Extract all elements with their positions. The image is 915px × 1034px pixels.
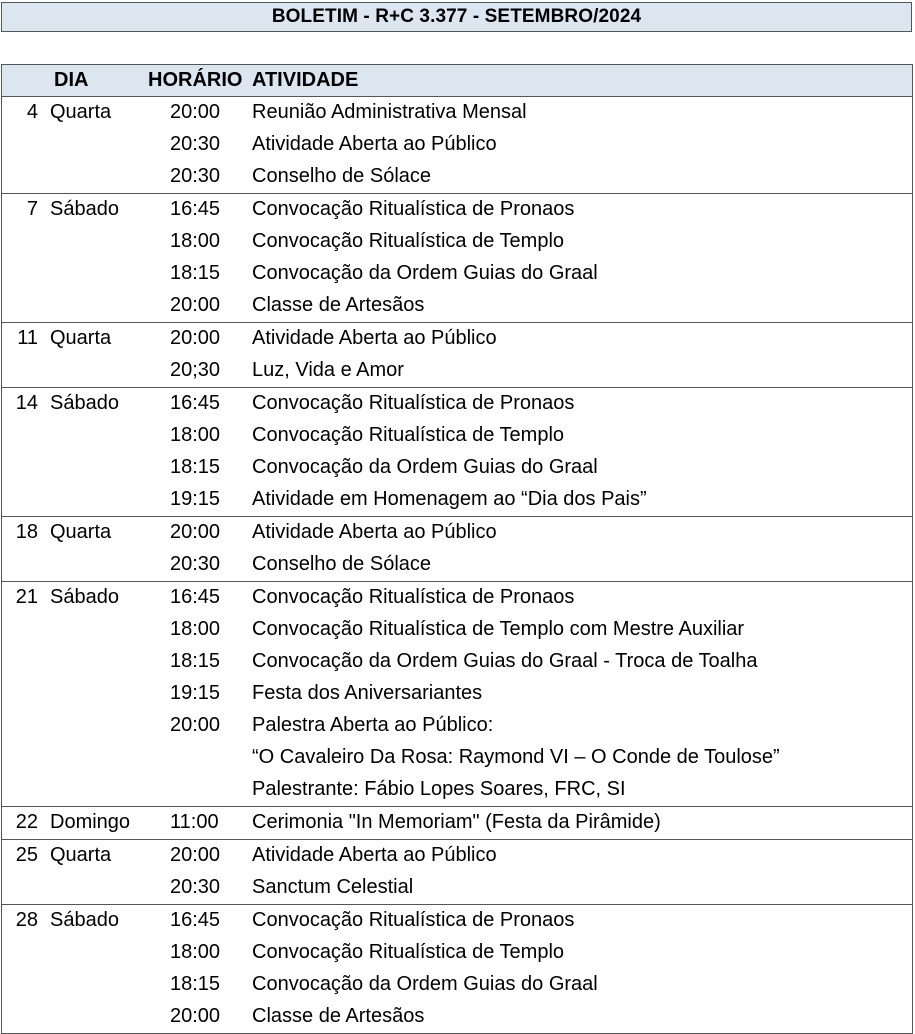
- time-cell: 16:45: [170, 586, 221, 608]
- table-row: [2, 614, 912, 646]
- activity-cell: Convocação Ritualística de Templo com Mestre Auxiliar: [252, 618, 745, 640]
- time-cell: 18:00: [170, 941, 221, 963]
- table-row: [2, 1001, 912, 1033]
- table-row: [2, 161, 912, 193]
- time-cell: 20:30: [170, 553, 221, 575]
- day-number: 25: [15, 844, 38, 866]
- time-cell: 20:00: [170, 101, 221, 123]
- table-row: [2, 969, 912, 1001]
- time-cell: 20:00: [170, 294, 221, 316]
- table-row: [2, 194, 912, 226]
- day-group: [1, 806, 913, 839]
- activity-cell: Convocação Ritualística de Pronaos: [252, 909, 575, 931]
- table-row: [2, 840, 912, 872]
- activity-cell: Luz, Vida e Amor: [252, 359, 404, 381]
- activity-cell: Classe de Artesãos: [252, 1005, 425, 1027]
- table-row: [2, 807, 912, 839]
- day-number: 28: [15, 909, 38, 931]
- day-group: [1, 839, 913, 904]
- time-cell: 16:45: [170, 198, 221, 220]
- time-cell: 20:30: [170, 165, 221, 187]
- table-row: [2, 484, 912, 516]
- time-cell: 18:15: [170, 650, 221, 672]
- day-number: 4: [26, 101, 38, 123]
- time-cell: 18:15: [170, 262, 221, 284]
- time-cell: 20:00: [170, 714, 221, 736]
- table-row: [2, 129, 912, 161]
- day-number: 18: [15, 521, 38, 543]
- table-row: [2, 937, 912, 969]
- table-row: [2, 226, 912, 258]
- table-row: [2, 290, 912, 322]
- time-cell: 18:15: [170, 973, 221, 995]
- activity-cell: Palestrante: Fábio Lopes Soares, FRC, SI: [252, 778, 626, 800]
- table-row: [2, 355, 912, 387]
- time-cell: 20:00: [170, 844, 221, 866]
- table-row: [2, 872, 912, 904]
- time-cell: 18:15: [170, 456, 221, 478]
- table-row: [2, 323, 912, 355]
- time-cell: 20:00: [170, 521, 221, 543]
- activity-cell: Classe de Artesãos: [252, 294, 425, 316]
- activity-cell: Palestra Aberta ao Público:: [252, 714, 494, 736]
- table-row: [2, 742, 912, 774]
- header-atividade: ATIVIDADE: [252, 69, 359, 91]
- table-row: [2, 678, 912, 710]
- table-row: [2, 258, 912, 290]
- weekday: Sábado: [50, 586, 119, 608]
- day-group: [1, 96, 913, 193]
- weekday: Sábado: [50, 909, 119, 931]
- table-body: [1, 96, 913, 1034]
- activity-cell: Convocação Ritualística de Templo: [252, 230, 565, 252]
- time-cell: 20;30: [170, 359, 221, 381]
- table-header: [1, 64, 913, 96]
- table-row: [2, 388, 912, 420]
- day-group: [1, 322, 913, 387]
- activity-cell: Cerimonia "In Memoriam" (Festa da Pirâmide): [252, 811, 661, 833]
- activity-cell: Convocação da Ordem Guias do Graal: [252, 973, 598, 995]
- activity-cell: Atividade Aberta ao Público: [252, 327, 497, 349]
- activity-cell: Convocação Ritualística de Pronaos: [252, 198, 575, 220]
- time-cell: 16:45: [170, 392, 221, 414]
- activity-cell: Atividade Aberta ao Público: [252, 844, 497, 866]
- day-number: 14: [15, 392, 38, 414]
- activity-cell: Atividade Aberta ao Público: [252, 521, 497, 543]
- table-row: [2, 97, 912, 129]
- time-cell: 11:00: [170, 811, 219, 833]
- activity-cell: “O Cavaleiro Da Rosa: Raymond VI – O Conde de Toulose”: [252, 746, 780, 768]
- table-row: [2, 905, 912, 937]
- day-group: [1, 516, 913, 581]
- table-row: [2, 420, 912, 452]
- activity-cell: Convocação Ritualística de Templo: [252, 941, 565, 963]
- day-number: 21: [15, 586, 38, 608]
- activity-cell: Atividade em Homenagem ao “Dia dos Pais”: [252, 488, 647, 510]
- time-cell: 16:45: [170, 909, 221, 931]
- time-cell: 18:00: [170, 230, 221, 252]
- table-row: [2, 646, 912, 678]
- day-group: [1, 387, 913, 516]
- time-cell: 20:00: [170, 1005, 221, 1027]
- activity-cell: Convocação da Ordem Guias do Graal: [252, 456, 598, 478]
- activity-cell: Sanctum Celestial: [252, 876, 414, 898]
- table-row: [2, 517, 912, 549]
- day-group: [1, 581, 913, 806]
- table-row: [2, 710, 912, 742]
- day-number: 7: [26, 198, 38, 220]
- time-cell: 20:00: [170, 327, 221, 349]
- header-dia: DIA: [54, 69, 89, 91]
- time-cell: 20:30: [170, 876, 221, 898]
- activity-cell: Convocação da Ordem Guias do Graal: [252, 262, 598, 284]
- table-row: [2, 549, 912, 581]
- activity-cell: Atividade Aberta ao Público: [252, 133, 497, 155]
- time-cell: 18:00: [170, 424, 221, 446]
- table-row: [2, 582, 912, 614]
- activity-cell: Convocação Ritualística de Templo: [252, 424, 565, 446]
- weekday: Quarta: [50, 521, 112, 543]
- activity-cell: Convocação Ritualística de Pronaos: [252, 392, 575, 414]
- activity-cell: Conselho de Sólace: [252, 165, 432, 187]
- weekday: Sábado: [50, 392, 119, 414]
- activity-cell: Convocação Ritualística de Pronaos: [252, 586, 575, 608]
- activity-cell: Conselho de Sólace: [252, 553, 432, 575]
- activity-cell: Reunião Administrativa Mensal: [252, 101, 527, 123]
- time-cell: 19:15: [170, 488, 221, 510]
- day-group: [1, 193, 913, 322]
- activity-cell: Festa dos Aniversariantes: [252, 682, 483, 704]
- time-cell: 19:15: [170, 682, 221, 704]
- day-group: [1, 904, 913, 1034]
- schedule-table: [1, 64, 913, 1034]
- table-row: [2, 774, 912, 806]
- day-number: 22: [15, 811, 38, 833]
- day-number: 11: [17, 327, 38, 349]
- activity-cell: Convocação da Ordem Guias do Graal - Troca de Toalha: [252, 650, 758, 672]
- weekday: Quarta: [50, 844, 112, 866]
- weekday: Sábado: [50, 198, 119, 220]
- table-row: [2, 452, 912, 484]
- page-title: [1, 2, 912, 32]
- title-text: BOLETIM - R+C 3.377 - SETEMBRO/2024: [271, 6, 642, 27]
- weekday: Domingo: [50, 811, 131, 833]
- time-cell: 18:00: [170, 618, 221, 640]
- weekday: Quarta: [50, 101, 112, 123]
- weekday: Quarta: [50, 327, 112, 349]
- time-cell: 20:30: [170, 133, 221, 155]
- header-horario: HORÁRIO: [148, 69, 243, 91]
